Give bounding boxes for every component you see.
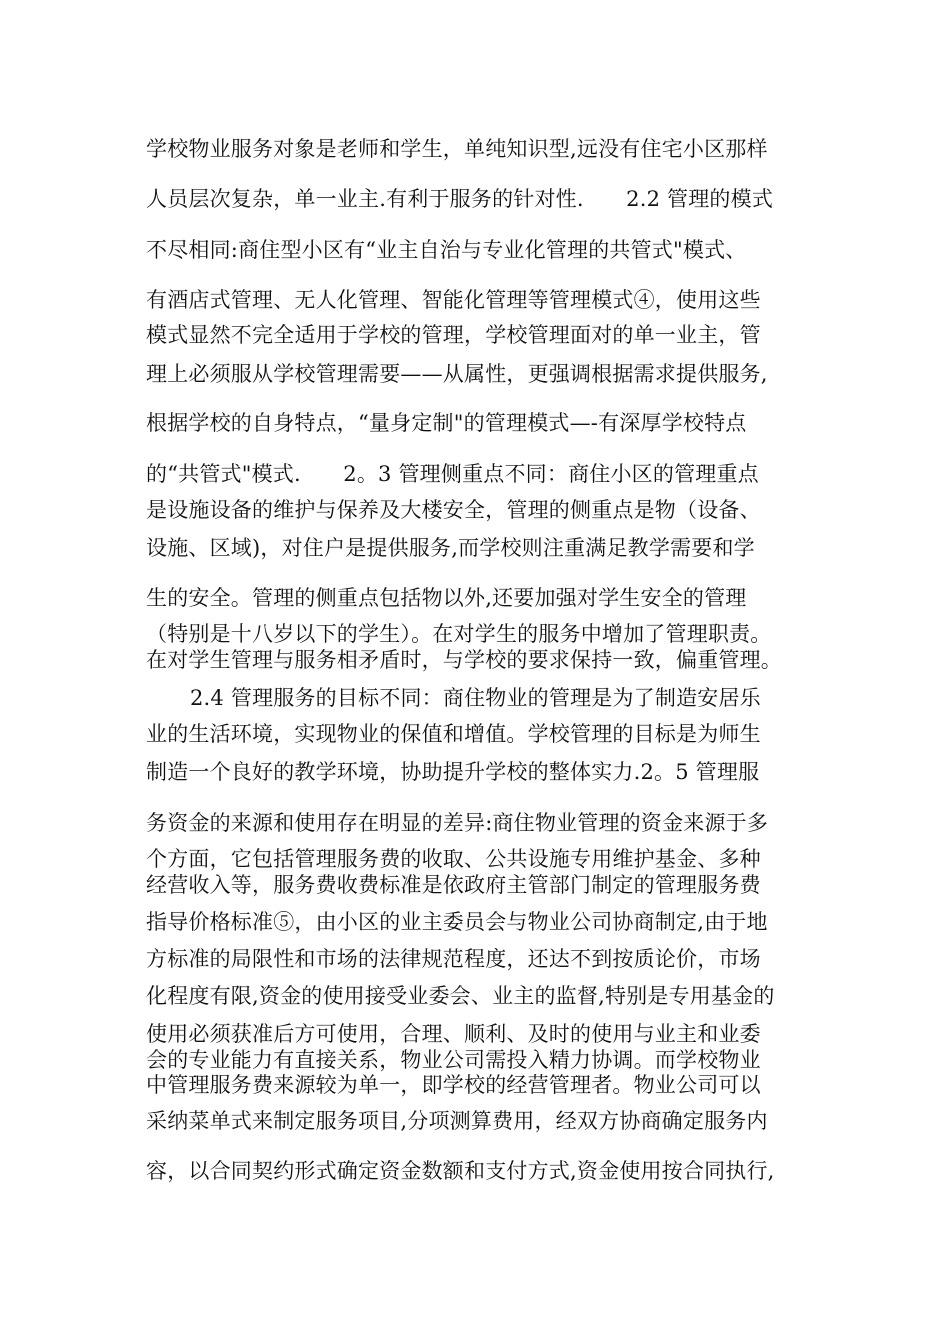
- text-line: 有酒店式管理、无人化管理、智能化管理等管理模式④，使用这些: [146, 288, 761, 312]
- text-line: 2.4 管理服务的目标不同：商住物业的管理是为了制造安居乐: [190, 686, 761, 710]
- text-line: 在对学生管理与服务相矛盾时，与学校的要求保持一致，偏重管理。: [146, 648, 782, 672]
- text-line: 设施、区域)，对住户是提供服务,而学校则注重满足教学需要和学: [146, 536, 755, 560]
- text-line: 经营收入等，服务费收费标准是依政府主管部门制定的管理服务费: [146, 873, 761, 897]
- text-line: 个方面，它包括管理服务费的收取、公共设施专用维护基金、多种: [146, 847, 761, 871]
- text-line: 会的专业能力有直接关系，物业公司需投入精力协调。而学校物业: [146, 1048, 761, 1072]
- text-line: （特别是十八岁以下的学生）。在对学生的服务中增加了管理职责。: [146, 622, 772, 646]
- text-line: 业的生活环境，实现物业的保值和增值。学校管理的目标是为师生: [146, 722, 761, 746]
- text-line: 采纳菜单式来制定服务项目,分项测算费用，经双方协商确定服务内: [146, 1109, 768, 1133]
- text-line: 使用必须获准后方可使用，合理、顺利、及时的使用与业主和业委: [146, 1022, 761, 1046]
- text-line: 指导价格标准⑤，由小区的业主委员会与物业公司协商制定,由于地: [146, 910, 768, 934]
- text-line: 学校物业服务对象是老师和学生，单纯知识型,远没有住宅小区那样: [146, 137, 768, 161]
- text-line: 制造一个良好的教学环境，协助提升学校的整体实力.2。5 管理服: [146, 760, 760, 784]
- text-line: 生的安全。管理的侧重点包括物以外,还要加强对学生安全的管理: [146, 586, 747, 610]
- text-line: 是设施设备的维护与保养及大楼安全，管理的侧重点是物（设备、: [146, 498, 761, 522]
- text-line: 中管理服务费来源较为单一，即学校的经营管理者。物业公司可以: [146, 1073, 761, 1097]
- text-line: 理上必须服从学校管理需要——从属性，更强调根据需求提供服务,: [146, 362, 768, 386]
- text-line: 容，以合同契约形式确定资金数额和支付方式,资金使用按合同执行,: [146, 1159, 775, 1183]
- text-line: 根据学校的自身特点，“量身定制"的管理模式—-有深厚学校特点: [146, 411, 747, 435]
- text-line: 的“共管式"模式. 2。3 管理侧重点不同：商住小区的管理重点: [146, 462, 759, 486]
- text-line: 化程度有限,资金的使用接受业委会、业主的监督,特别是专用基金的: [146, 984, 775, 1008]
- text-line: 模式显然不完全适用于学校的管理，学校管理面对的单一业主，管: [146, 323, 761, 347]
- text-line: 不尽相同:商住型小区有“业主自治与专业化管理的共管式"模式、: [146, 238, 747, 262]
- text-line: 方标准的局限性和市场的法律规范程度，还达不到按质论价，市场: [146, 947, 761, 971]
- text-line: 务资金的来源和使用存在明显的差异:商住物业管理的资金来源于多: [146, 811, 769, 835]
- text-line: 人员层次复杂，单一业主.有利于服务的针对性. 2.2 管理的模式: [146, 187, 774, 211]
